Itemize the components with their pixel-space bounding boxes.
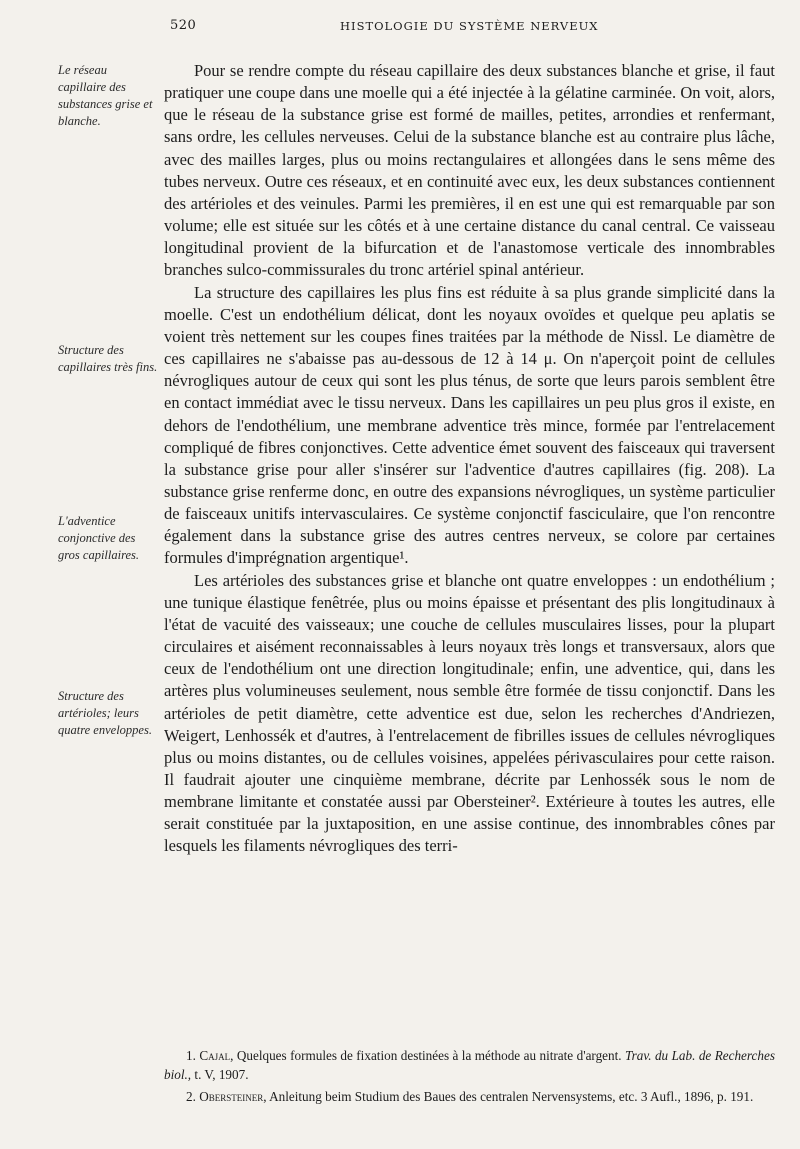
running-head: HISTOLOGIE DU SYSTÈME NERVEUX bbox=[340, 19, 599, 33]
footnote-text: Quelques formules de fixation destinées à la méthode au nitrate d'argent. bbox=[236, 1048, 622, 1063]
page-number: 520 bbox=[170, 18, 197, 33]
footnote-rest: t. V, 1907. bbox=[194, 1067, 249, 1082]
page-header bbox=[0, 18, 800, 38]
body-text bbox=[164, 60, 775, 858]
footnote-text: Anleitung beim Studium des Baues des centralen Nervensystems, etc. 3 Aufl., 1896, p. 191. bbox=[269, 1089, 754, 1104]
footnote-journal: Trav. du Lab. de Recherches biol., bbox=[164, 1048, 775, 1082]
footnote-author: Cajal, bbox=[199, 1048, 234, 1063]
paragraph-capillary-network: Pour se rendre compte du réseau capillaire des deux substances blanche et grise, il faut pratiquer une coupe dans une moelle qui a été injectée à la gélatine carminée. On voit, alors, que le réseau de la substance grise est formé de mailles, petites, arrondies et renfermant, sans ordre, les cellules nerveuses. Celui de la substance blanche est au contraire plus lâche, avec des mailles larges, plus ou moins rectangulaires et allongées dans le sens même des tubes nerveux. Outre ces réseaux, et en continuité avec eux, les deux substances contiennent des artérioles et des veinules. Parmi les premières, il en est une qui est remarquable par son volume; elle est située sur les côtés et à une certaine distance du canal central. Ce vaisseau longitudinal provient de la bifurcation et de l'anastomose verticale des innombrables branches sulco-commissurales du tronc artériel spinal antérieur. bbox=[164, 61, 775, 280]
margin-note-fine-capillaries: Structure des capillaires très fins. bbox=[58, 343, 158, 374]
margin-note-arterioles: Structure des artérioles; leurs quatre enveloppes. bbox=[58, 689, 152, 737]
footnote-number: 2. bbox=[186, 1089, 196, 1104]
footnote-1 bbox=[164, 1046, 775, 1084]
margin-note-capillary-network: Le réseau capillaire des substances grise et blanche. bbox=[58, 63, 153, 128]
footnote-2 bbox=[164, 1087, 775, 1106]
margin-note-adventitia: L'adventice conjonctive des gros capillaires. bbox=[58, 514, 140, 562]
footnote-number: 1. bbox=[186, 1048, 196, 1063]
paragraph-capillary-structure: La structure des capillaires les plus fins est réduite à sa plus grande simplicité dans la moelle. C'est un endothélium délicat, dont les noyaux ovoïdes et quelque peu aplatis se voient très nettement sur les coupes fines traitées par la méthode de Nissl. Le diamètre de ces capillaires ne s'abaisse pas au-dessous de 12 à 14 μ. On n'aperçoit point de cellules névrogliques autour de ceux qui sont les plus ténus, de sorte que leurs parois semblent être en contact immédiat avec le tissu nerveux. Dans les capillaires un peu plus gros il existe, en dehors de l'endothélium, une membrane adventice très mince, formée par l'entrelacement compliqué de fibres conjonctives. Cette adventice émet souvent des faisceaux qui traversent la substance grise pour aller s'insérer sur l'adventice d'autres capillaires (fig. 208). La substance grise renferme donc, en outre des expansions névrogliques, un système particulier de faisceaux unitifs intervasculaires. Ce système conjonctif fasciculaire, que l'on rencontre également dans la substance grise des autres centres nerveux, se colore par certaines formules d'imprégnation argentique¹. bbox=[164, 282, 775, 568]
paragraph-arterioles: Les artérioles des substances grise et blanche ont quatre enveloppes : un endothélium ; une tunique élastique fenêtrée, plus ou moins épaisse et présentant des plis longitudinaux à l'état de vacuité des vaisseaux; une couche de cellules musculaires lisses, pour la plupart circulaires et aisément reconnaissables à leurs noyaux très longs et transversaux, alors que ceux de l'endothélium ont une direction longitudinale; enfin, une adventice, qui, dans les artères plus volumineuses seulement, nous semble être formée de tissu conjonctif. Dans les artérioles de petit diamètre, cette adventice est due, selon les recherches d'Andriezen, Weigert, Lenhossék et d'autres, à l'entrelacement de fibrilles issues de cellules névrogliques plus ou moins distantes, ou de cellules voisines, appelées périvasculaires pour cette raison. Il faudrait ajouter une cinquième membrane, décrite par Lenhossék sous le nom de membrane limitante et constatée aussi par Obersteiner². Extérieure à toutes les autres, elle serait constituée par la juxtaposition, en une assise continue, des innombrables cônes par lesquels les filaments névrogliques des terri- bbox=[164, 570, 775, 856]
footnote-author: Obersteiner, bbox=[199, 1089, 267, 1104]
footnotes bbox=[164, 1046, 775, 1109]
